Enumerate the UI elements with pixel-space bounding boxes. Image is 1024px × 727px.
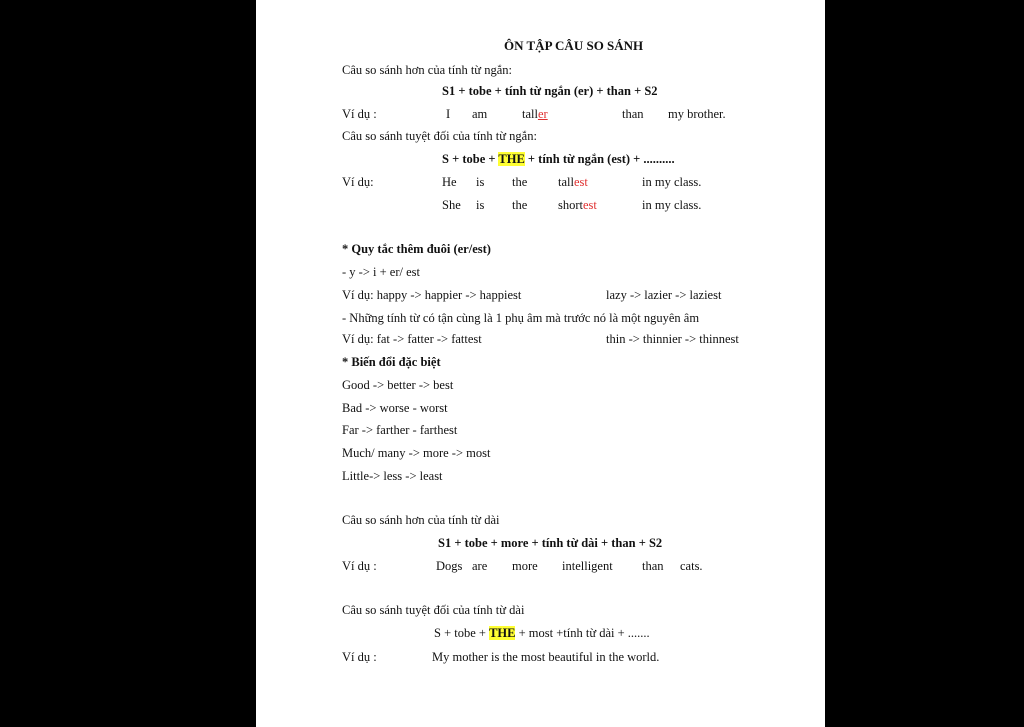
s2-heading: Câu so sánh tuyệt đối của tính từ ngắn:: [342, 129, 537, 143]
s1-ex-word: my brother.: [668, 107, 726, 121]
special-item: Little-> less -> least: [342, 469, 443, 483]
s1-heading: Câu so sánh hơn của tính từ ngắn:: [342, 63, 512, 77]
s3-ex-word: intelligent: [562, 559, 613, 573]
s4-heading: Câu so sánh tuyệt đối của tính từ dài: [342, 603, 525, 617]
s2-ex1-word: the: [512, 175, 528, 189]
s1-ex-word: I: [446, 107, 451, 121]
rules-heading: * Quy tắc thêm đuôi (er/est): [342, 242, 491, 256]
s3-example-label: Ví dụ :: [342, 559, 377, 573]
s2-example-label: Ví dụ:: [342, 175, 374, 189]
special-item: Far -> farther - farthest: [342, 423, 458, 437]
special-heading: * Biến đổi đặc biệt: [342, 355, 441, 369]
s1-formula: S1 + tobe + tính từ ngắn (er) + than + S2: [442, 84, 658, 98]
rule-item: lazy -> lazier -> laziest: [606, 288, 722, 302]
rule-item: thin -> thinnier -> thinnest: [606, 332, 739, 346]
s2-ex2-word: in my class.: [642, 198, 702, 212]
s3-formula: S1 + tobe + more + tính từ dài + than + S2: [438, 536, 663, 550]
s2-ex2-word: the: [512, 198, 528, 212]
s3-ex-word: more: [512, 559, 538, 573]
rule-item: - y -> i + er/ est: [342, 265, 420, 279]
rule-item: Ví dụ: fat -> fatter -> fattest: [342, 332, 482, 346]
s3-ex-word: Dogs: [436, 559, 463, 573]
s4-formula: S + tobe + THE + most +tính từ dài + .......: [434, 626, 650, 640]
s3-heading: Câu so sánh hơn của tính từ dài: [342, 513, 500, 527]
special-item: Bad -> worse - worst: [342, 401, 448, 415]
s1-ex-word: am: [472, 107, 488, 121]
s1-ex-word: than: [622, 107, 644, 121]
s4-example: My mother is the most beautiful in the world.: [432, 650, 660, 664]
the-highlight: THE: [498, 152, 525, 166]
s2-ex1-word: in my class.: [642, 175, 702, 189]
rule-item: Ví dụ: happy -> happier -> happiest: [342, 288, 522, 302]
s1-ex-word: taller: [522, 107, 548, 121]
s1-example-label: Ví dụ :: [342, 107, 377, 121]
suffix-er: er: [537, 107, 548, 121]
s3-ex-word: cats.: [680, 559, 703, 573]
special-item: Much/ many -> more -> most: [342, 446, 491, 460]
the-highlight: THE: [489, 626, 516, 640]
document-page: [256, 0, 825, 727]
special-item: Good -> better -> best: [342, 378, 454, 392]
s2-ex1-word: tallest: [558, 175, 588, 189]
s2-ex2-word: She: [442, 198, 461, 212]
s4-example-label: Ví dụ :: [342, 650, 377, 664]
s2-ex2-word: is: [476, 198, 485, 212]
s2-ex1-word: He: [442, 175, 457, 189]
rule-item: - Những tính từ có tận cùng là 1 phụ âm mà trước nó là một nguyên âm: [342, 311, 700, 325]
s3-ex-word: are: [472, 559, 488, 573]
s3-ex-word: than: [642, 559, 664, 573]
s2-ex2-word: shortest: [558, 198, 597, 212]
document-title: ÔN TẬP CÂU SO SÁNH: [504, 38, 644, 53]
s2-ex1-word: is: [476, 175, 485, 189]
s2-formula: S + tobe + THE + tính từ ngắn (est) + ..........: [442, 152, 675, 166]
